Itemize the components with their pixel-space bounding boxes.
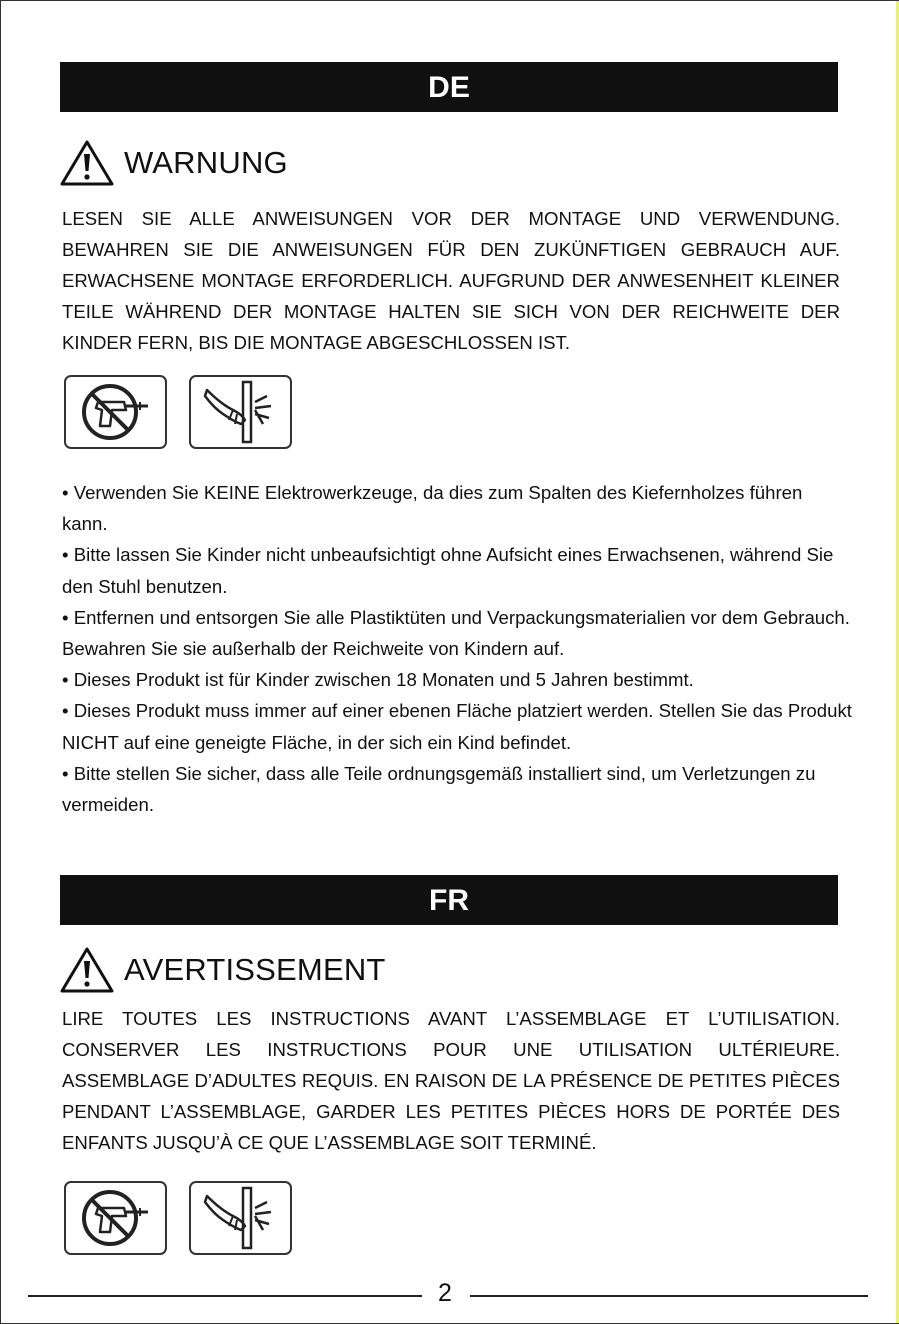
footer-rule-left [28,1295,422,1297]
no-power-tools-icon [74,380,158,444]
page-number: 2 [438,1279,452,1307]
pictogram-row-fr [64,1181,292,1255]
no-power-tools-pictogram [64,1181,167,1255]
warning-heading-de [60,137,288,189]
language-header-de: DE [60,62,838,112]
bullet-item: • Entfernen und entsorgen Sie alle Plastiktüten und Verpackungsmaterialien vor dem Gebrauch. Bewahren Sie sie außerhalb der Reichweite von Kindern auf. [62,602,852,664]
splinter-warning-pictogram [189,1181,292,1255]
no-power-tools-icon [74,1186,158,1250]
safety-bullets-de [62,477,852,820]
bullet-item: • Bitte lassen Sie Kinder nicht unbeaufsichtigt ohne Aufsicht eines Erwachsenen, während Sie den Stuhl benutzen. [62,539,852,601]
language-header-fr: FR [60,875,838,925]
warning-triangle-icon [60,139,114,187]
instructions-fr: LIRE TOUTES LES INSTRUCTIONS AVANT L’ASSEMBLAGE ET L’UTILISATION. CONSERVER LES INSTRUCTIONS POUR UNE UTILISATION ULTÉRIEURE. ASSEMBLAGE D’ADULTES REQUIS. EN RAISON DE LA PRÉSENCE DE PETITES PIÈCES PENDANT L’ASSEMBLAGE, GARDER LES PETITES PIÈCES HORS DE PORTÉE DES ENFANTS JUSQU’À CE QUE L’ASSEMBLAGE SOIT TERMINÉ. [62,1008,840,1153]
bullet-item: • Dieses Produkt muss immer auf einer ebenen Fläche platziert werden. Stellen Sie das Produkt NICHT auf eine geneigte Fläche, in der sich ein Kind befindet. [62,695,852,757]
pictogram-row-de [64,375,292,449]
warning-title-de: WARNUNG [124,145,288,180]
warning-heading-fr [60,944,386,996]
footer-rule-right [470,1295,868,1297]
splinter-warning-pictogram [189,375,292,449]
hand-splinter-icon [199,1186,283,1250]
bullet-item: • Bitte stellen Sie sicher, dass alle Teile ordnungsgemäß installiert sind, um Verletzungen zu vermeiden. [62,758,852,820]
instructions-de: LESEN SIE ALLE ANWEISUNGEN VOR DER MONTAGE UND VERWENDUNG. BEWAHREN SIE DIE ANWEISUNGEN FÜR DEN ZUKÜNFTIGEN GEBRAUCH AUF. ERWACHSENE MONTAGE ERFORDERLICH. AUFGRUND DER ANWESENHEIT KLEINER TEILE WÄHREND DER MONTAGE HALTEN SIE SICH VON DER REICHWEITE DER KINDER FERN, BIS DIE MONTAGE ABGESCHLOSSEN IST. [62,208,840,353]
hand-splinter-icon [199,380,283,444]
bullet-item: • Dieses Produkt ist für Kinder zwischen 18 Monaten und 5 Jahren bestimmt. [62,664,852,695]
no-power-tools-pictogram [64,375,167,449]
warning-title-fr: AVERTISSEMENT [124,952,386,987]
bullet-item: • Verwenden Sie KEINE Elektrowerkzeuge, da dies zum Spalten des Kiefernholzes führen kann. [62,477,852,539]
warning-triangle-icon [60,946,114,994]
